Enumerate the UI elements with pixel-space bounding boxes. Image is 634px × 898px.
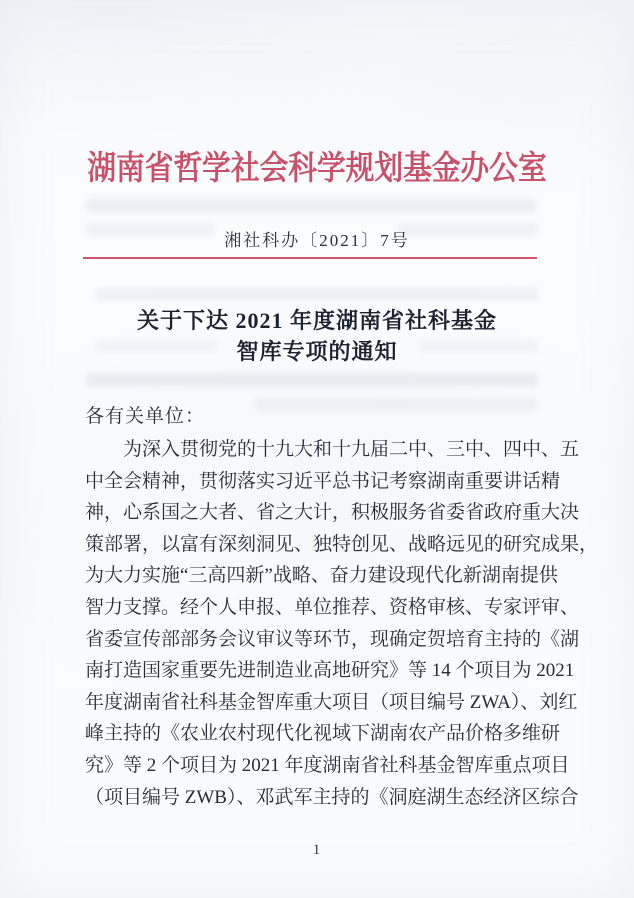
notice-title	[0, 305, 634, 367]
bleed-through-ghost	[96, 288, 538, 300]
body-line: 为深入贯彻党的十九大和十九届二中、三中、四中、五	[123, 439, 580, 460]
body-line: 峰主持的《农业农村现代化视域下湖南农产品价格多维研	[85, 723, 561, 745]
body-line: 年度湖南省社科基金智库重大项目（项目编号 ZWA）、刘红	[85, 691, 578, 713]
document-number: 湘社科办〔2021〕7号	[224, 231, 410, 250]
notice-title-line-1: 关于下达 2021 年度湖南省社科基金	[136, 308, 497, 333]
body-line: 究》等 2 个项目为 2021 年度湖南省社科基金智库重点项目	[85, 754, 570, 776]
page-number: 1	[312, 842, 322, 858]
body-line: 南打造国家重要先进制造业高地研究》等 14 个项目为 2021	[85, 660, 575, 682]
body-line: （项目编号 ZWB）、邓武军主持的《洞庭湖生态经济区综合	[85, 786, 579, 808]
salutation: 各有关单位：	[85, 406, 206, 427]
body-line: 智力支撑。经个人申报、单位推荐、资格审核、专家评审、	[85, 596, 580, 618]
notice-title-line-2: 智库专项的通知	[236, 339, 398, 364]
letterhead-divider-rule	[83, 257, 537, 259]
bleed-through-ghost	[86, 199, 536, 212]
bleed-through-ghost	[255, 398, 538, 411]
body-line: 省委宣传部部务会议审议等环节，现确定贺培育主持的《湖	[85, 628, 580, 650]
bleed-through-ghost	[86, 373, 538, 387]
body-line: 为大力实施“三高四新”战略、奋力建设现代化新湖南提供	[85, 565, 558, 587]
body-line: 策部署，以富有深刻洞见、独特创见、战略远见的研究成果，	[85, 533, 599, 555]
body-line: 神，心系国之大者、省之大计，积极服务省委省政府重大决	[85, 502, 580, 524]
notice-body	[85, 434, 599, 813]
body-line: 中全会精神，贯彻落实习近平总书记考察湖南重要讲话精	[85, 470, 561, 492]
letterhead-issuer-title: 湖南省哲学社会科学规划基金办公室	[87, 151, 547, 187]
